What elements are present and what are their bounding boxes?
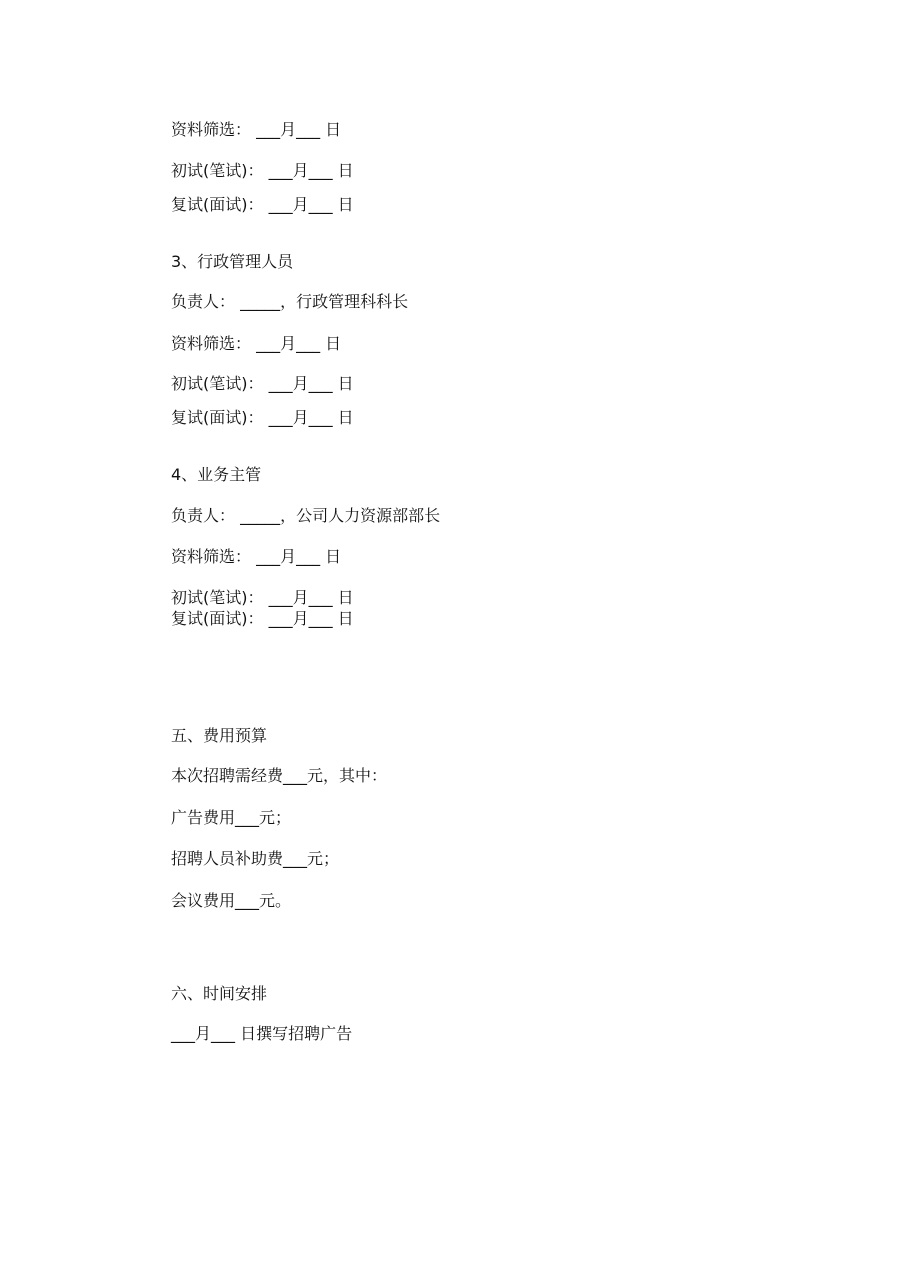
section-heading-budget: 五、费用预算 <box>171 726 268 745</box>
text-line-written-test-3: 初试(笔试)： ___月___ 日 <box>171 588 354 607</box>
text-line-written-test-2: 初试(笔试)： ___月___ 日 <box>171 374 354 393</box>
text-line-interview-1: 复试(面试)： ___月___ 日 <box>171 195 354 214</box>
text-line-meeting-cost: 会议费用___元。 <box>171 891 292 910</box>
section-heading-schedule: 六、时间安排 <box>171 984 268 1003</box>
text-line-screening-3: 资料筛选： ___月___ 日 <box>171 547 342 566</box>
text-line-screening-1: 资料筛选： ___月___ 日 <box>171 120 342 139</box>
text-line-staff-subsidy: 招聘人员补助费___元； <box>171 849 340 868</box>
section-heading-business-supervisor: 4、业务主管 <box>171 465 262 484</box>
text-line-write-ad: ___月___ 日撰写招聘广告 <box>171 1024 353 1043</box>
text-line-interview-2: 复试(面试)： ___月___ 日 <box>171 408 354 427</box>
text-line-interview-3: 复试(面试)： ___月___ 日 <box>171 609 354 628</box>
text-line-written-test-1: 初试(笔试)： ___月___ 日 <box>171 161 354 180</box>
section-heading-admin-staff: 3、行政管理人员 <box>171 252 294 271</box>
text-line-ad-cost: 广告费用___元； <box>171 808 292 827</box>
text-line-screening-2: 资料筛选： ___月___ 日 <box>171 334 342 353</box>
text-line-total-budget: 本次招聘需经费___元，其中： <box>171 766 388 785</box>
text-line-responsible-hr: 负责人： _____，公司人力资源部部长 <box>171 506 441 525</box>
text-line-responsible-admin: 负责人： _____，行政管理科科长 <box>171 292 409 311</box>
